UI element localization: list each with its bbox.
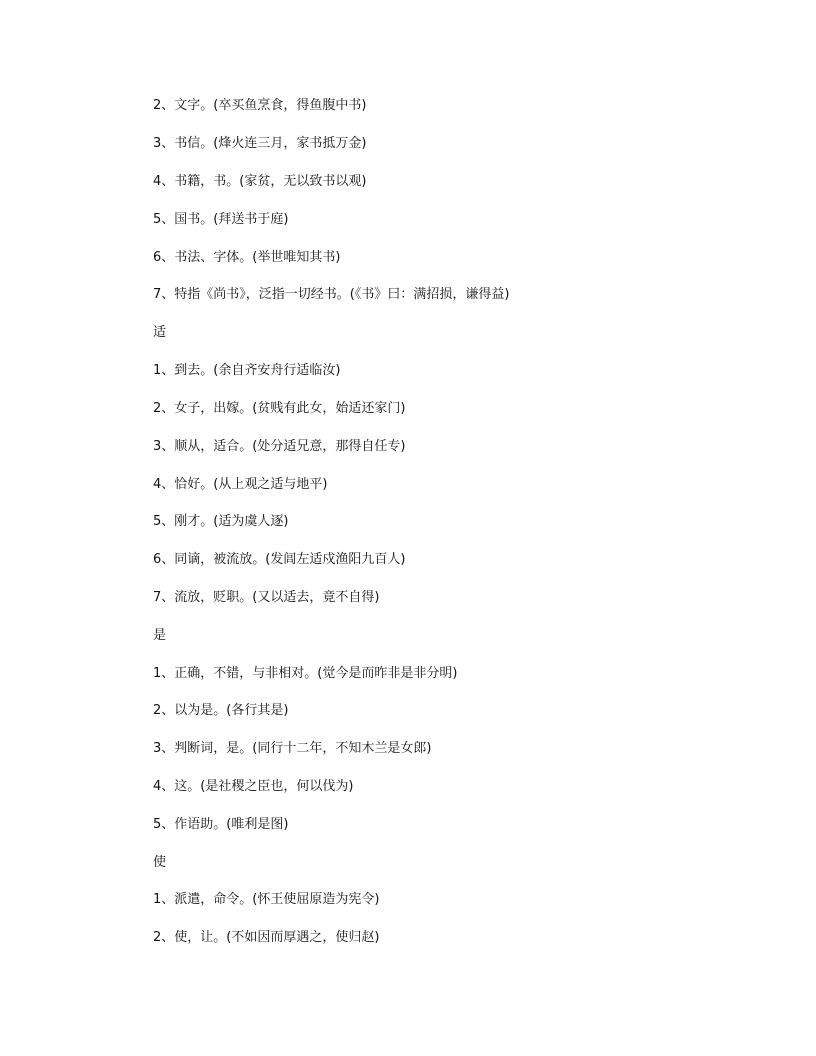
definition-line: 2、以为是。(各行其是) [153,703,289,718]
definition-line: 1、到去。(余自齐安舟行适临汝) [153,363,341,378]
definition-line: 7、流放，贬职。(又以适去，竟不自得) [153,590,380,605]
definition-line: 2、使，让。(不如因而厚遇之，使归赵) [153,930,380,945]
definition-line: 2、文字。(卒买鱼烹食，得鱼腹中书) [153,98,367,113]
definition-line: 3、书信。(烽火连三月，家书抵万金) [153,136,367,151]
definition-line: 3、顺从，适合。(处分适兄意，那得自任专) [153,439,406,454]
definition-line: 4、这。(是社稷之臣也，何以伐为) [153,779,354,794]
definition-line: 2、女子，出嫁。(贫贱有此女，始适还家门) [153,401,406,416]
definition-line: 4、恰好。(从上观之适与地平) [153,477,328,492]
definition-line: 5、作语助。(唯利是图) [153,817,289,832]
definition-line: 6、书法、字体。(举世唯知其书) [153,250,341,265]
definition-line: 5、刚才。(适为虞人逐) [153,514,289,529]
definition-line: 4、书籍，书。(家贫，无以致书以观) [153,174,367,189]
entry-heading: 适 [153,325,167,340]
definition-line: 1、派遣，命令。(怀王使屈原造为宪令) [153,892,380,907]
entry-heading: 是 [153,628,167,643]
definition-line: 5、国书。(拜送书于庭) [153,212,289,227]
definition-line: 1、正确，不错，与非相对。(觉今是而昨非是非分明) [153,666,458,681]
definition-line: 7、特指《尚书》，泛指一切经书。(《书》曰：满招损，谦得益) [153,287,510,302]
definition-line: 3、判断词，是。(同行十二年，不知木兰是女郎) [153,741,432,756]
definition-line: 6、同谪，被流放。(发闾左适戍渔阳九百人) [153,552,406,567]
entry-heading: 使 [153,855,167,870]
